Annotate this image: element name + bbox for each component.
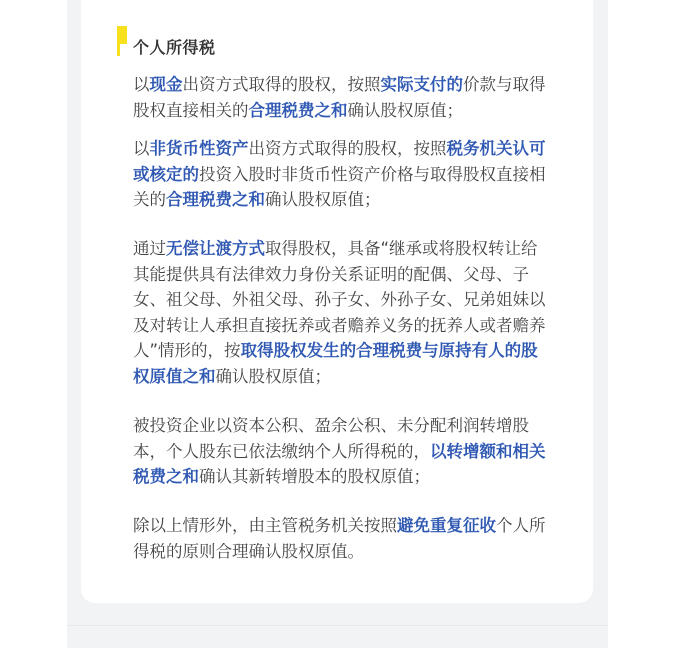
- highlight-term: 无偿让渡方式: [166, 239, 265, 258]
- highlight-term: 税务机关认可或核定的: [133, 139, 546, 184]
- body-text: 价款与取得股权直接相关的: [133, 75, 546, 120]
- highlight-term: 合理税费之和: [166, 190, 265, 209]
- body-text: 以: [133, 139, 150, 158]
- body-text: 出资方式取得的股权，按照: [182, 75, 381, 94]
- body-text: 除以上情形外，由主管税务机关按照: [133, 516, 397, 535]
- body-text: 取得股权，具备“继承或将股权转让给其能提供具有法律效力身份关系证明的配偶、父母、子女、祖父母、外祖父母、孙子女、外孙子女、兄弟姐妹以及对转让人承担直接抚养或者赡养义务的抚养人或者赡养人”情形的，按: [133, 239, 546, 360]
- body-text: 出资方式取得的股权，按照: [248, 139, 447, 158]
- section-marker-icon: [117, 26, 127, 56]
- highlight-term: 取得股权发生的合理税费与原持有人的股权原值之和: [133, 341, 538, 386]
- body-text: 通过: [133, 239, 166, 258]
- body-text: 确认其新转增股本的股权原值；: [199, 467, 430, 486]
- paragraph-non-monetary: [133, 136, 551, 213]
- highlight-term: 以转增额和相关税费之和: [133, 441, 546, 486]
- body-text: 个人所得税的原则合理确认股权原值。: [133, 516, 546, 561]
- divider: [67, 625, 608, 626]
- highlight-term: 合理税费之和: [248, 100, 348, 120]
- body-text: 被投资企业以资本公积、盈余公积、未分配利润转增股本，个人股东已依法缴纳个人所得税的，: [133, 416, 529, 461]
- section-title: 个人所得税: [133, 38, 216, 57]
- highlight-term: 避免重复征收: [397, 516, 496, 535]
- body-text: 确认股权原值；: [265, 190, 381, 209]
- body-text: 确认股权原值；: [215, 366, 331, 386]
- highlight-term: 非货币性资产: [149, 139, 249, 158]
- paragraph-capital-conversion: [133, 413, 551, 490]
- paragraph-gratuitous-transfer: [133, 236, 551, 389]
- body-text: 以: [133, 75, 150, 94]
- body-text: 确认股权原值；: [347, 100, 463, 120]
- highlight-term: 实际支付的: [380, 75, 463, 94]
- highlight-term: 现金: [149, 75, 183, 94]
- paragraph-other-cases: [133, 513, 551, 564]
- paragraph-cash: [133, 72, 551, 123]
- body-text: 投资入股时非货币性资产价格与取得股权直接相关的: [133, 164, 546, 209]
